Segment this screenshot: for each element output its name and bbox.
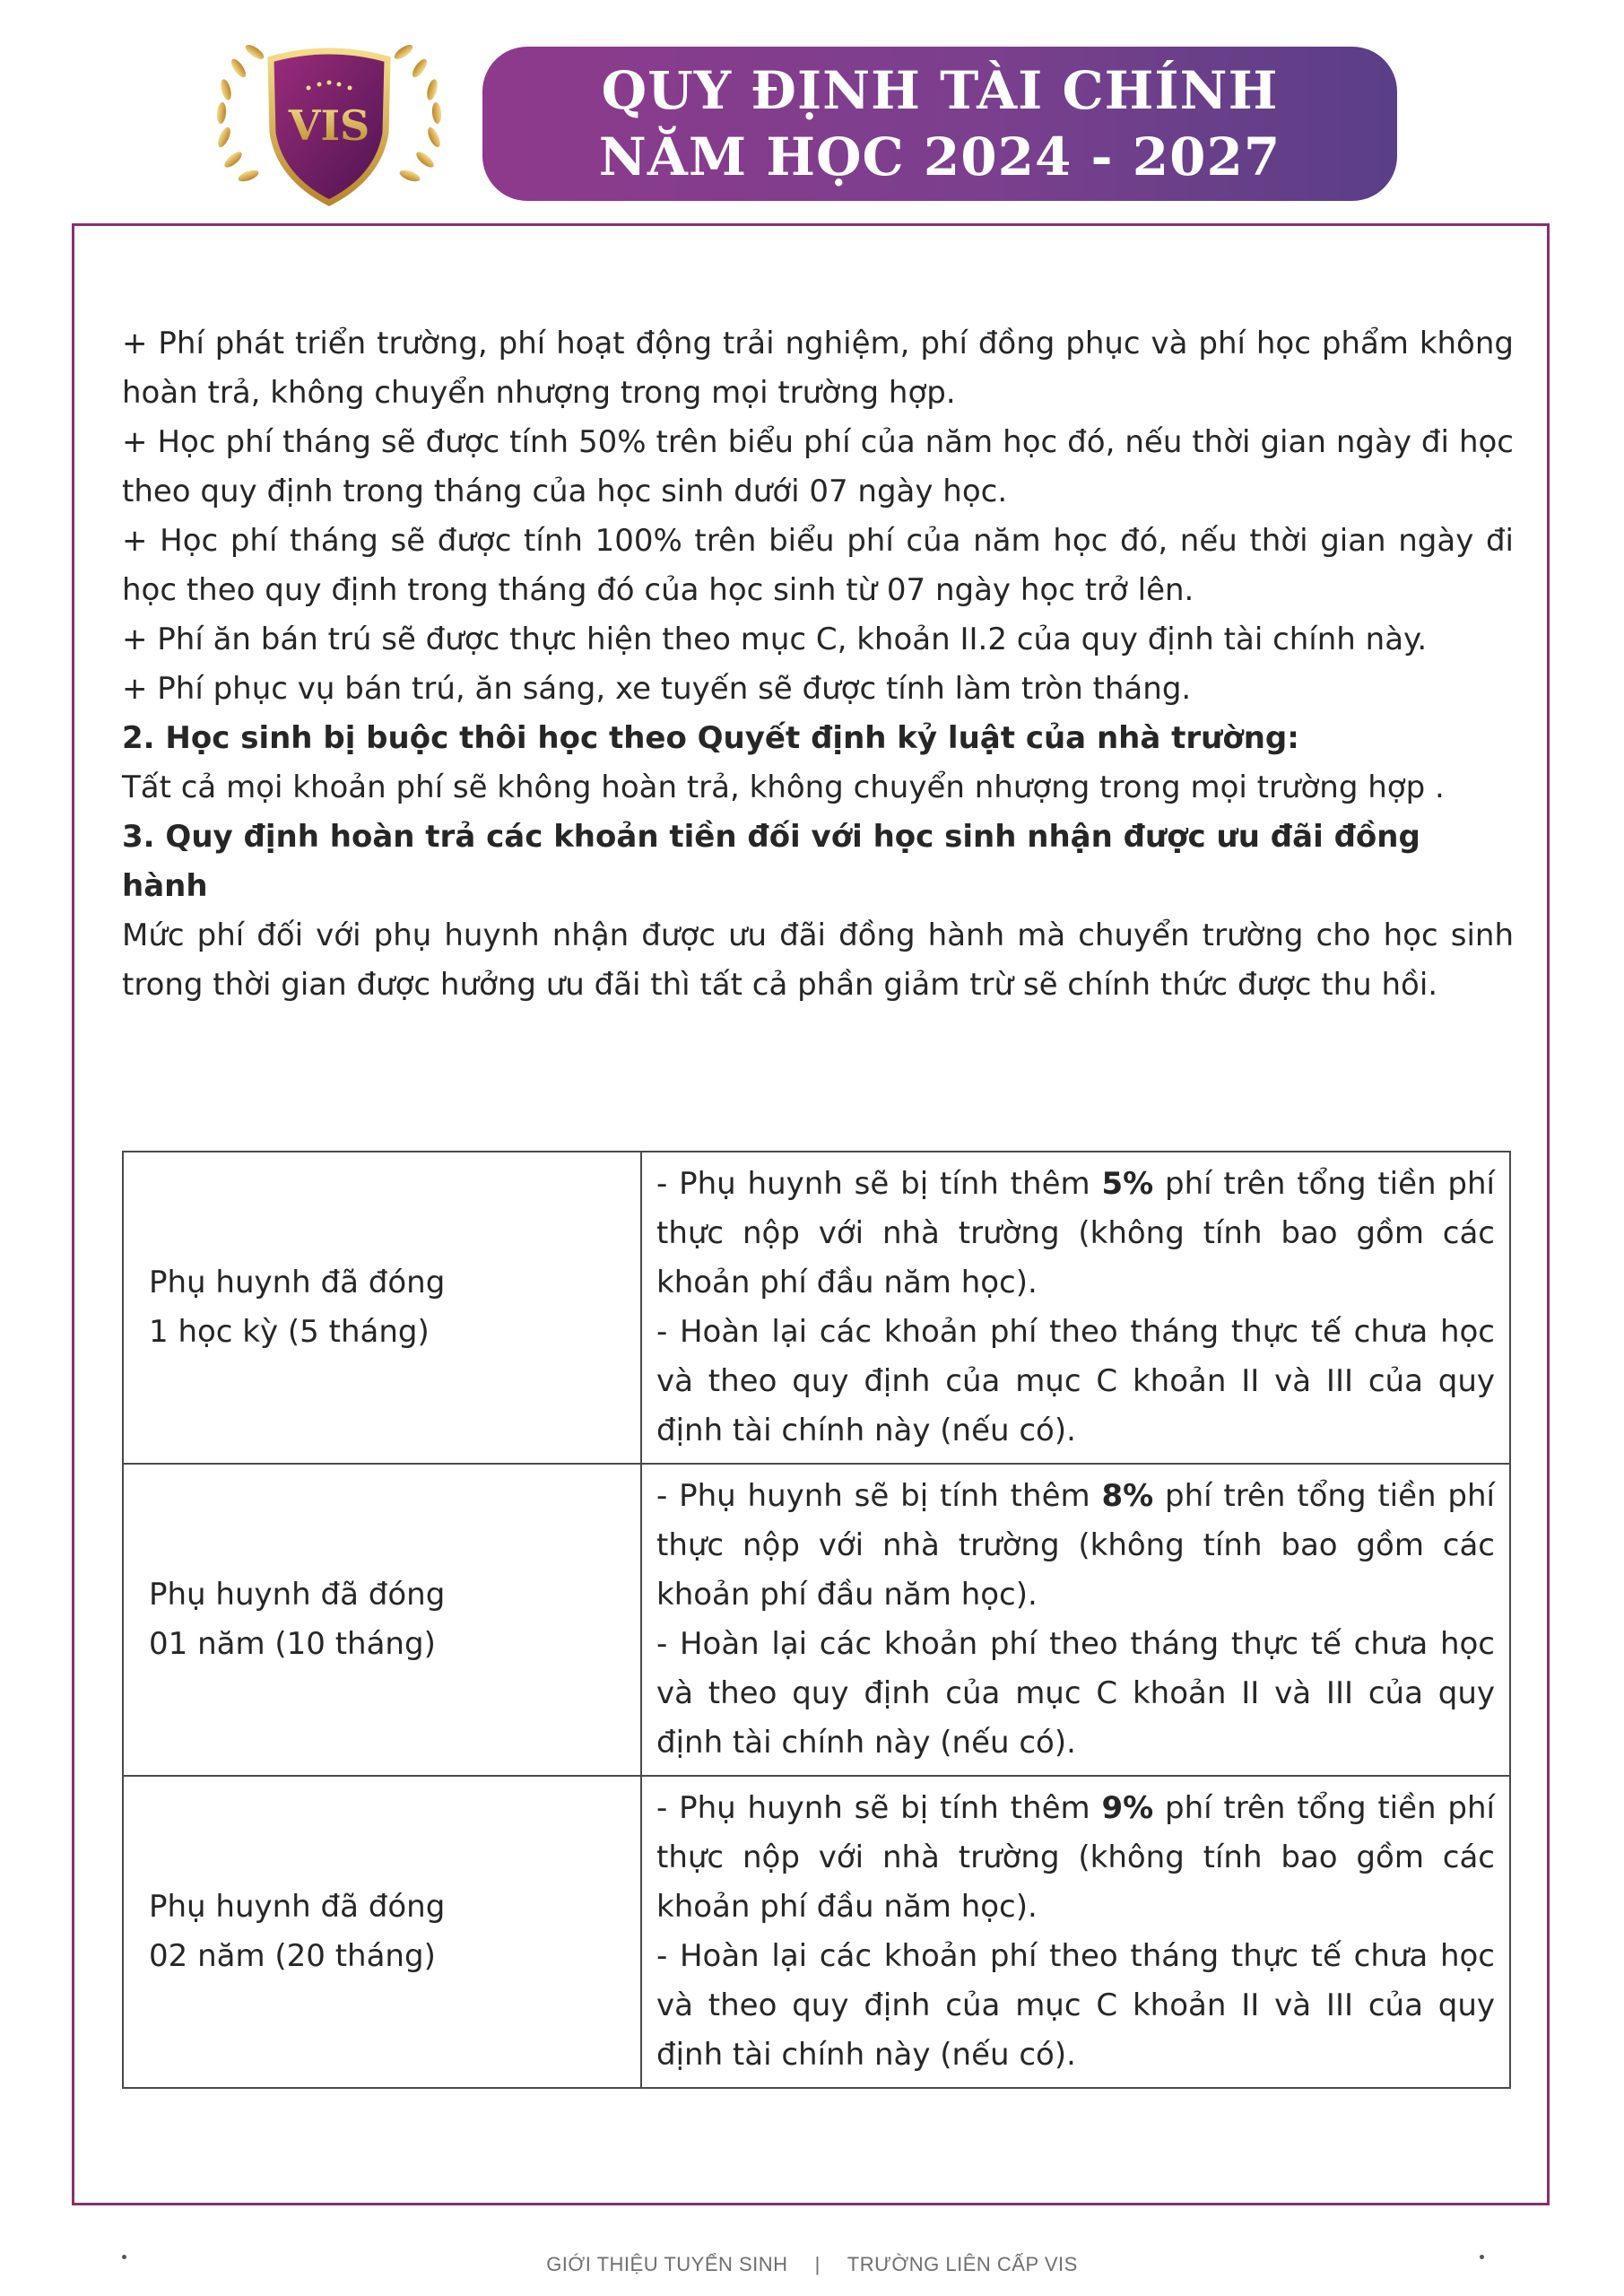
refund-table: [122, 1151, 1511, 2089]
paragraph: + Phí phục vụ bán trú, ăn sáng, xe tuyến sẽ được tính làm tròn tháng.: [122, 671, 1192, 707]
paragraph: + Phí phát triển trường, phí hoạt động trải nghiệm, phí đồng phục và phí học phẩm không hoàn trả, không chuyển nhượng trong mọi trường hợp.: [122, 326, 1514, 411]
policy-cell: [641, 1464, 1510, 1776]
payment-period-cell: [123, 1464, 641, 1776]
refund-line: - Hoàn lại các khoản phí theo tháng thực tế chưa học và theo quy định của mục C khoản II và III của quy định tài chính này (nếu có).: [656, 1314, 1495, 1448]
policy-cell: [641, 1776, 1510, 2088]
paragraph: + Phí ăn bán trú sẽ được thực hiện theo mục C, khoản II.2 của quy định tài chính này.: [122, 622, 1428, 657]
fee-line: - Phụ huynh sẽ bị tính thêm 8% phí trên tổng tiền phí thực nộp với nhà trường (không tính bao gồm các khoản phí đầu năm học).: [656, 1478, 1495, 1613]
footer-separator: |: [814, 2253, 821, 2275]
section-2-text: Tất cả mọi khoản phí sẽ không hoàn trả, không chuyển nhượng trong mọi trường hợp .: [122, 770, 1445, 805]
school-logo: [199, 25, 459, 215]
policy-cell: [641, 1152, 1510, 1464]
paragraph: + Học phí tháng sẽ được tính 100% trên biểu phí của năm học đó, nếu thời gian ngày đi học theo quy định trong tháng đó của học sinh từ 07 ngày học trở lên.: [122, 523, 1514, 608]
logo-text: VIS: [288, 101, 370, 150]
refund-line: - Hoàn lại các khoản phí theo tháng thực tế chưa học và theo quy định của mục C khoản II và III của quy định tài chính này (nếu có).: [656, 1626, 1495, 1761]
label-line: Phụ huynh đã đóng: [149, 1577, 446, 1613]
table-row: [123, 1776, 1510, 2088]
footer: [0, 2253, 1624, 2276]
fee-percent: 9%: [1101, 1790, 1154, 1826]
payment-period-cell: [123, 1152, 641, 1464]
payment-period-cell: [123, 1776, 641, 2088]
paragraph: + Học phí tháng sẽ được tính 50% trên biểu phí của năm học đó, nếu thời gian ngày đi học theo quy định trong tháng của học sinh dưới 07 ngày học.: [122, 424, 1514, 509]
section-2-heading: 2. Học sinh bị buộc thôi học theo Quyết định kỷ luật của nhà trường:: [122, 720, 1299, 756]
section-3-text: Mức phí đối với phụ huynh nhận được ưu đãi đồng hành mà chuyển trường cho học sinh trong thời gian được hưởng ưu đãi thì tất cả phần giảm trừ sẽ chính thức được thu hồi.: [122, 918, 1514, 1003]
label-line: 02 năm (20 tháng): [149, 1938, 436, 1974]
table-row: [123, 1152, 1510, 1464]
label-line: 1 học kỳ (5 tháng): [149, 1314, 430, 1350]
refund-line: - Hoàn lại các khoản phí theo tháng thực tế chưa học và theo quy định của mục C khoản II và III của quy định tài chính này (nếu có).: [656, 1938, 1495, 2073]
title-line-2: NĂM HỌC 2024 - 2027: [598, 126, 1281, 187]
footer-right: TRƯỜNG LIÊN CẤP VIS: [847, 2253, 1078, 2275]
title-banner: [482, 47, 1397, 201]
label-line: Phụ huynh đã đóng: [149, 1265, 446, 1300]
fee-line: - Phụ huynh sẽ bị tính thêm 9% phí trên tổng tiền phí thực nộp với nhà trường (không tính bao gồm các khoản phí đầu năm học).: [656, 1790, 1495, 1925]
section-3-heading: 3. Quy định hoàn trả các khoản tiền đối với học sinh nhận được ưu đãi đồng hành: [122, 819, 1420, 904]
label-line: 01 năm (10 tháng): [149, 1626, 436, 1662]
body-text: [122, 319, 1514, 1010]
label-line: Phụ huynh đã đóng: [149, 1889, 446, 1925]
fee-line: - Phụ huynh sẽ bị tính thêm 5% phí trên tổng tiền phí thực nộp với nhà trường (không tính bao gồm các khoản phí đầu năm học).: [656, 1166, 1495, 1300]
title-line-1: QUY ĐỊNH TÀI CHÍNH: [601, 60, 1279, 121]
table-row: [123, 1464, 1510, 1776]
footer-left: GIỚI THIỆU TUYỂN SINH: [546, 2253, 788, 2275]
fee-percent: 5%: [1101, 1166, 1154, 1202]
fee-percent: 8%: [1101, 1478, 1154, 1514]
